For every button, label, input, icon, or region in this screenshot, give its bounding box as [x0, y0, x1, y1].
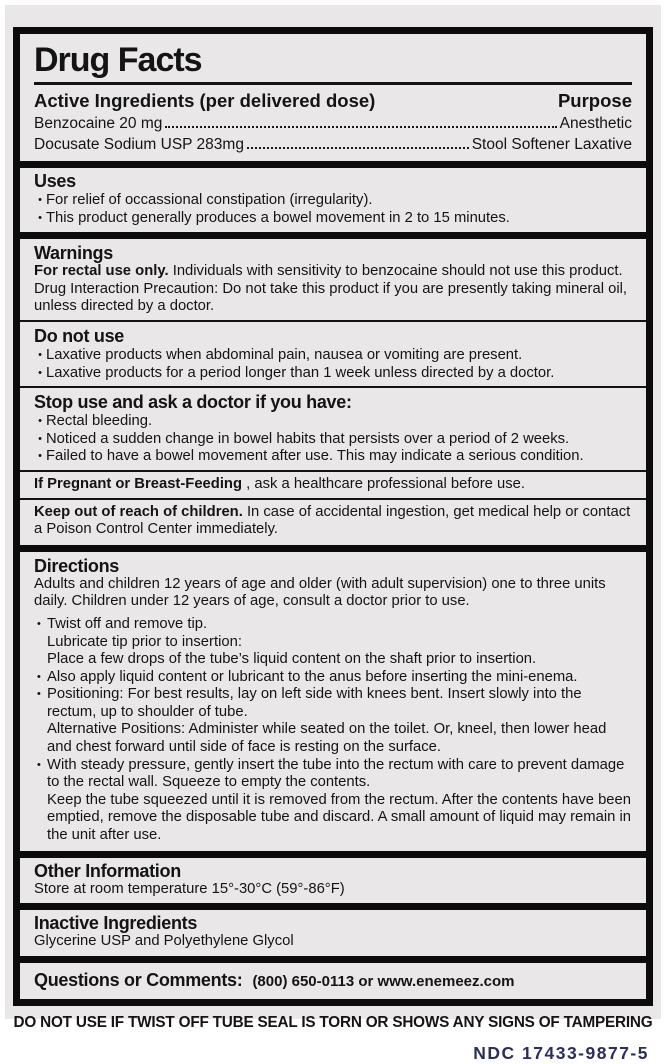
questions-contact: (800) 650-0113 or www.enemeez.com	[252, 972, 515, 990]
directions-list	[34, 616, 632, 845]
bullet-icon: •	[38, 194, 42, 206]
bullet-item	[34, 347, 632, 365]
tamper-warning: DO NOT USE IF TWIST OFF TUBE SEAL IS TORN OR SHOWS ANY SIGNS OF TAMPERING	[13, 1013, 653, 1031]
keep-out-lead: Keep out of reach of children.	[34, 503, 243, 520]
drug-facts-title: Drug Facts	[34, 41, 202, 79]
ingredient-list	[34, 113, 632, 155]
directions-heading: Directions	[34, 555, 120, 576]
bullet-item	[34, 448, 632, 466]
bullet-icon: •	[38, 432, 42, 445]
uses-bullet-list	[34, 192, 632, 227]
active-ingredients-section	[20, 34, 646, 161]
questions-heading: Questions or Comments:	[34, 969, 243, 990]
bullet-text: This product generally produces a bowel movement in 2 to 15 minutes.	[46, 209, 510, 226]
ingredient-name: Benzocaine 20 mg	[34, 115, 163, 132]
bullet-icon: •	[38, 366, 42, 379]
questions-row	[34, 967, 632, 993]
inactive-ingredients-heading: Inactive Ingredients	[34, 913, 198, 934]
bullet-icon: •	[37, 688, 41, 701]
stop-use-bullet-list	[34, 413, 632, 466]
warnings-body	[34, 263, 632, 316]
bullet-text: For relief of occassional constipation (irregularity).	[46, 192, 373, 208]
inner-rule	[20, 386, 646, 388]
section-divider	[20, 161, 646, 168]
direction-item	[34, 634, 632, 652]
bullet-icon	[34, 721, 47, 756]
bullet-text: Laxative products when abdominal pain, nausea or vomiting are present.	[46, 346, 523, 363]
ingredient-name: Docusate Sodium USP 283mg	[34, 136, 244, 153]
drug-facts-box	[13, 27, 653, 1006]
warnings-rest: Individuals with sensitivity to benzocaine should not use this product. Drug Interaction Precaution: Do not take this product if you are presently taking mineral oil, unless directed by a doctor.	[34, 263, 628, 315]
direction-text: Keep the tube squeezed until it is removed from the rectum. After the contents have been emptied, remove the disposable tube and discard. A small amount of liquid may remain in the unit after use.	[47, 791, 632, 844]
bullet-text: Rectal bleeding.	[46, 413, 153, 430]
bullet-icon: •	[37, 670, 41, 683]
directions-section	[20, 552, 646, 851]
section-divider	[20, 232, 646, 239]
inner-rule	[20, 320, 646, 322]
section-divider	[20, 903, 646, 910]
do-not-use-bullet-list	[34, 347, 632, 382]
direction-item	[34, 669, 632, 687]
bullet-icon: •	[38, 348, 42, 361]
bullet-icon: •	[38, 415, 42, 428]
ingredient-purpose: Stool Softener Laxative	[471, 136, 632, 153]
direction-item	[34, 792, 632, 845]
bullet-icon: •	[37, 758, 41, 771]
bullet-item	[34, 210, 632, 228]
pregnant-rest: , ask a healthcare professional before use.	[242, 475, 525, 492]
active-ingredients-heading: Active Ingredients (per delivered dose)	[34, 90, 376, 111]
uses-heading: Uses	[34, 171, 76, 191]
direction-item	[34, 686, 632, 721]
section-divider	[20, 851, 646, 858]
direction-text: With steady pressure, gently insert the tube into the rectum with care to prevent damage to the rectal wall. Squeeze to empty the contents.	[47, 756, 625, 791]
bullet-item	[34, 431, 632, 449]
section-divider	[20, 956, 646, 963]
direction-text: Twist off and remove tip.	[47, 615, 208, 632]
uses-section	[20, 168, 646, 232]
bullet-text: Noticed a sudden change in bowel habits that persists over a period of 2 weeks.	[46, 430, 570, 447]
ndc-number: NDC 17433-9877-5	[473, 1042, 649, 1063]
direction-item	[34, 721, 632, 756]
bullet-text: Laxative products for a period longer than 1 week unless directed by a doctor.	[46, 364, 555, 381]
direction-text: Alternative Positions: Administer while seated on the toilet. Or, kneel, then lower head and chest forward until side of face is resting on the surface.	[47, 721, 607, 756]
direction-item	[34, 757, 632, 792]
bullet-icon: •	[38, 211, 42, 224]
ingredient-row	[34, 113, 632, 134]
direction-text: Also apply liquid content or lubricant to the anus before inserting the mini-enema.	[47, 668, 578, 685]
dot-leader	[247, 134, 469, 149]
purpose-heading: Purpose	[557, 90, 632, 111]
direction-text: Lubricate tip prior to insertion:	[47, 633, 242, 650]
inner-rule	[20, 470, 646, 472]
bullet-text: Failed to have a bowel movement after use. This may indicate a serious condition.	[46, 448, 584, 465]
pregnant-lead: If Pregnant or Breast-Feeding	[34, 475, 243, 492]
directions-intro: Adults and children 12 years of age and older (with adult supervision) one to three units daily. Children under 12 years of age, consult a doctor prior to use.	[34, 575, 606, 610]
bullet-icon	[34, 792, 47, 845]
direction-text: Place a few drops of the tube’s liquid content on the shaft prior to insertion.	[47, 651, 537, 668]
other-information-section	[20, 858, 646, 904]
bullet-icon	[34, 651, 47, 669]
other-information-body: Store at room temperature 15°-30°C (59°-86°F)	[34, 880, 345, 897]
bullet-item	[34, 192, 632, 210]
warnings-section	[20, 239, 646, 545]
label-background	[5, 5, 661, 1063]
direction-text: Positioning: For best results, lay on left side with knees bent. Insert slowly into the rectum, up to shoulder of tube.	[47, 686, 582, 720]
inactive-ingredients-body: Glycerine USP and Polyethylene Glycol	[34, 933, 294, 950]
warnings-heading: Warnings	[34, 243, 113, 264]
section-divider	[20, 545, 646, 552]
keep-out-warning	[34, 504, 632, 539]
other-information-heading: Other Information	[34, 860, 181, 881]
questions-section	[20, 963, 646, 999]
ingredient-row	[34, 134, 632, 155]
do-not-use-heading: Do not use	[34, 325, 124, 346]
bullet-icon	[34, 634, 47, 652]
title-rule	[34, 82, 632, 85]
active-ingredients-header	[34, 89, 632, 113]
warnings-lead: For rectal use only.	[34, 263, 169, 280]
keep-out-rest: In case of accidental ingestion, get medical help or contact a Poison Control Center immediately.	[34, 503, 631, 538]
inactive-ingredients-section	[20, 910, 646, 956]
direction-item	[34, 616, 632, 634]
bullet-item	[34, 365, 632, 383]
bullet-icon: •	[37, 617, 41, 630]
pregnant-warning	[34, 476, 632, 494]
ingredient-purpose: Anesthetic	[559, 115, 632, 132]
bullet-item	[34, 413, 632, 431]
inner-rule	[20, 498, 646, 500]
direction-item	[34, 651, 632, 669]
stop-use-heading: Stop use and ask a doctor if you have:	[34, 392, 352, 413]
bullet-icon: •	[38, 450, 42, 463]
dot-leader	[165, 113, 556, 128]
